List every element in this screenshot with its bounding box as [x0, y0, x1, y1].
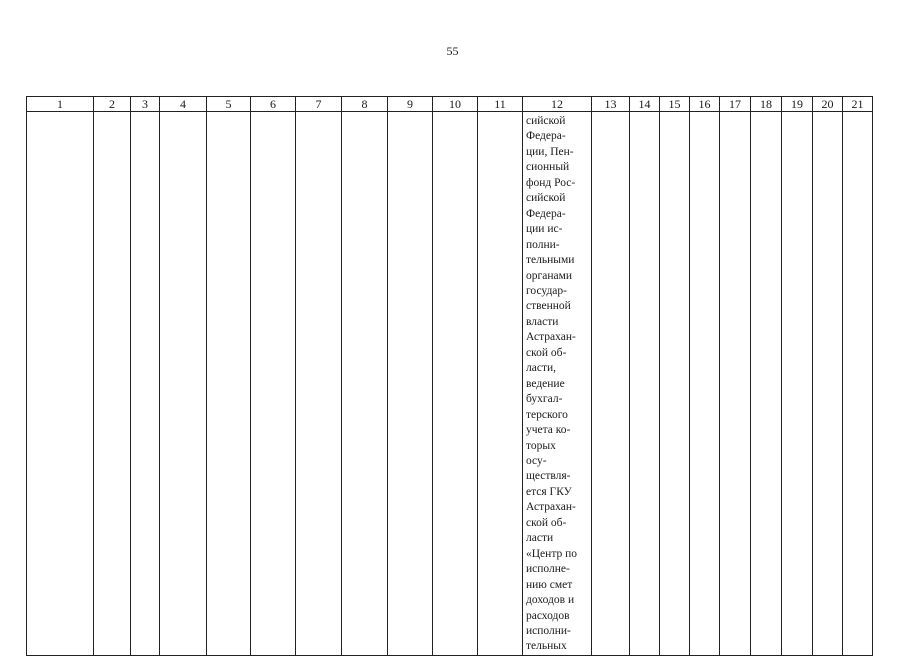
cell-text: [660, 112, 689, 114]
cell-text: [751, 112, 781, 114]
cell-text: [782, 112, 812, 114]
table-cell: [751, 112, 782, 656]
column-header: 5: [207, 97, 251, 112]
cell-text: [478, 112, 522, 114]
column-header: 8: [342, 97, 388, 112]
column-header: 3: [131, 97, 160, 112]
cell-text: [388, 112, 432, 114]
cell-text: [592, 112, 629, 114]
table-cell: [342, 112, 388, 656]
table-cell: [690, 112, 720, 656]
table-cell: [251, 112, 296, 656]
column-header: 19: [782, 97, 813, 112]
cell-text: [207, 112, 250, 114]
cell-text: [94, 112, 130, 114]
table-cell: [813, 112, 843, 656]
cell-text: [251, 112, 295, 114]
column-header: 18: [751, 97, 782, 112]
cell-text: [160, 112, 206, 114]
table-cell: [131, 112, 160, 656]
table-cell: [388, 112, 433, 656]
column-header: 12: [523, 97, 592, 112]
cell-text: [843, 112, 872, 114]
table-cell: [207, 112, 251, 656]
table-row: [27, 112, 873, 656]
table-cell: [660, 112, 690, 656]
data-table: [26, 96, 873, 656]
column-header: 6: [251, 97, 296, 112]
cell-text: [720, 112, 750, 114]
column-header: 11: [478, 97, 523, 112]
cell-text: [813, 112, 842, 114]
column-header: 10: [433, 97, 478, 112]
table-cell: [523, 112, 592, 656]
column-header: 17: [720, 97, 751, 112]
column-header: 1: [27, 97, 94, 112]
table-cell: [843, 112, 873, 656]
table-cell: [433, 112, 478, 656]
cell-text: [630, 112, 659, 114]
column-header: 4: [160, 97, 207, 112]
cell-text: [131, 112, 159, 114]
column-header: 13: [592, 97, 630, 112]
cell-text: [690, 112, 719, 114]
cell-text: [342, 112, 387, 114]
table-cell: [94, 112, 131, 656]
table-cell: [630, 112, 660, 656]
cell-text: [27, 112, 93, 114]
column-header: 14: [630, 97, 660, 112]
cell-text: сийской Федера- ции, Пен- сионный фонд Рос- сийской Федера- ции ис- полни- тельными органами государ- ственной власти Астрахан- ской об- ласти, ведение бухгал- терского учета ко- торых осу- ществля- ется ГКУ Астрахан- ской об- ласти «Центр по исполне- нию смет доходов и расходов исполни- тельных: [526, 115, 578, 653]
table-cell: [782, 112, 813, 656]
page-number: 55: [446, 44, 459, 58]
table-cell: [720, 112, 751, 656]
column-header: 7: [296, 97, 342, 112]
column-header: 2: [94, 97, 131, 112]
column-header: 9: [388, 97, 433, 112]
table-cell: [592, 112, 630, 656]
table-cell: [160, 112, 207, 656]
column-header: 21: [843, 97, 873, 112]
table-cell: [296, 112, 342, 656]
cell-text: [296, 112, 341, 114]
column-header: 16: [690, 97, 720, 112]
column-header: 15: [660, 97, 690, 112]
cell-text: [433, 112, 477, 114]
column-header: 20: [813, 97, 843, 112]
table-cell: [27, 112, 94, 656]
table-cell: [478, 112, 523, 656]
header-row: [27, 97, 873, 112]
